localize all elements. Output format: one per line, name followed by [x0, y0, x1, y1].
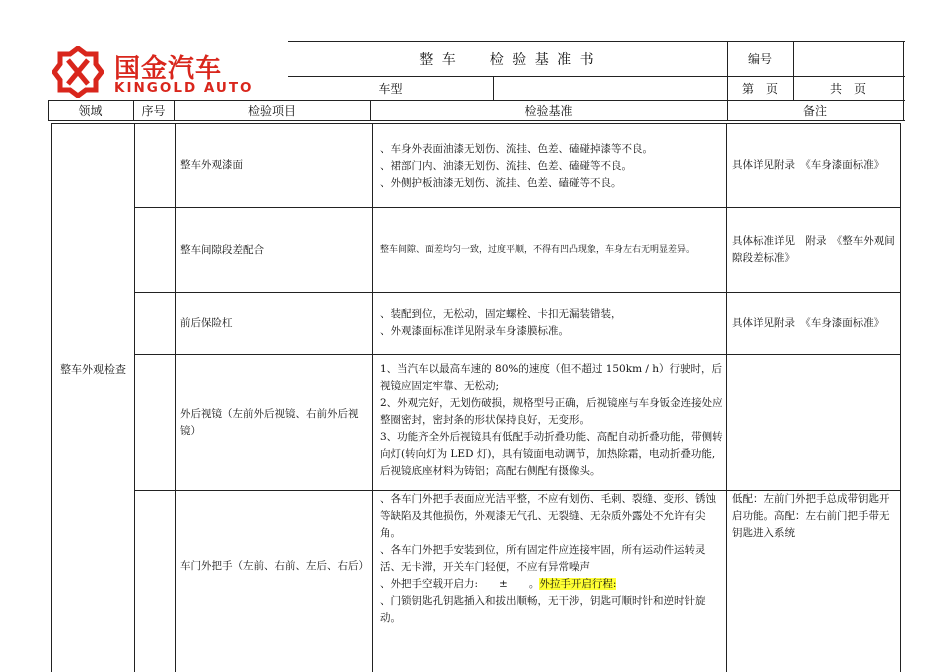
- domain-value: 整车外观检查: [60, 362, 126, 376]
- row-2-standard: 整车间隙、面差均匀一致，过度平顺，不得有凹凸现象，车身左右无明显差异。: [380, 245, 696, 255]
- company-logo: [52, 46, 262, 98]
- column-header-domain: 领域: [78, 103, 103, 118]
- row-5-item: 车门外把手（左前、右前、左后、右后）: [180, 559, 369, 572]
- row-5-remark: 低配：左前门外把手总成带钥匙开启功能。高配：左右前门把手带无钥匙进入系统: [732, 493, 890, 539]
- row-4-remark: [732, 355, 898, 490]
- kingold-logo-icon: [52, 46, 104, 98]
- row-3-standard: 、装配到位，无松动，固定螺栓、卡扣无漏装错装， 、外观漆面标准详见附录车身漆膜标准。: [380, 308, 622, 337]
- row-5-standard: 、各车门外把手表面应光洁平整，不应有划伤、毛刺、裂缝、变形、锈蚀等缺陷及其他损伤，外观漆无气孔、无裂缝、无杂质外露处不允许有尖角。 、各车门外把手安装到位，所有固定件应连接牢固，所有运动件运转灵活、无卡滞，开关车门轻便，不应有异常噪声 、外把手空载开启力: ± 。外拉手开启行程: 、门锁钥匙孔钥匙插入和拔出顺畅，无干涉，钥匙可顺时针和逆时针旋动。: [380, 493, 716, 624]
- row-3-item: 前后保险杠: [180, 317, 233, 329]
- model-value: [493, 76, 727, 100]
- logo-name-en: KINGOLD AUTO: [114, 80, 254, 96]
- row-3-remark: 具体详见附录 《车身漆面标准》: [732, 317, 885, 329]
- column-header-item: 检验项目: [247, 103, 296, 118]
- row-2-remark: 具体标准详见 附录 《整车外观间隙段差标准》: [732, 235, 895, 264]
- row-1-standard: 、车身外表面油漆无划伤、流挂、色差、磕碰掉漆等不良。 、裙部门内、油漆无划伤、流挂、色差、磕碰等不良。 、外侧护板油漆无划伤、流挂、色差、磕碰等不良。: [380, 143, 653, 189]
- row-2-item: 整车间隙段差配合: [180, 243, 264, 256]
- column-header-standard: 检验基准: [524, 103, 573, 118]
- row-1-remark: 具体详见附录 《车身漆面标准》: [732, 159, 885, 171]
- row-1-item: 整车外观漆面: [180, 159, 243, 171]
- column-header-remark: 备注: [802, 103, 827, 118]
- document-title-text: 整 车 检 验 基 准 书: [419, 51, 596, 68]
- highlighted-text: 外拉手开启行程:: [539, 578, 617, 590]
- column-header-seq: 序号: [141, 103, 166, 118]
- number-label: 编号: [747, 52, 772, 66]
- row-4-item: 外后视镜（左前外后视镜、右前外后视镜）: [180, 407, 359, 437]
- domain-cell: [52, 124, 134, 614]
- page-label: 第 页: [741, 81, 778, 96]
- document-title: [288, 41, 727, 76]
- logo-name-cn: 国金汽车: [114, 54, 223, 84]
- row-4-standard: 1、当汽车以最高车速的 80%的速度（但不超过 150km / h）行驶时，后视镜应固定牢靠、无松动; 2、外观完好，无划伤破损，规格型号正确，后视镜座与车身钣金连接处应整圈密封，密封条的形状保持良好，无变形。 3、功能齐全外后视镜具有低配手动折叠功能、高配自动折叠功能，带侧转向灯(转向灯为 LED 灯)，具有镜面电动调节，加热除霜，电动折叠功能,后视镜底座材料为铸铝；高配右侧配有摄像头。: [380, 363, 723, 477]
- number-value: [793, 41, 903, 76]
- total-pages-label: 共 页: [829, 81, 866, 96]
- model-label: 车型: [378, 81, 403, 96]
